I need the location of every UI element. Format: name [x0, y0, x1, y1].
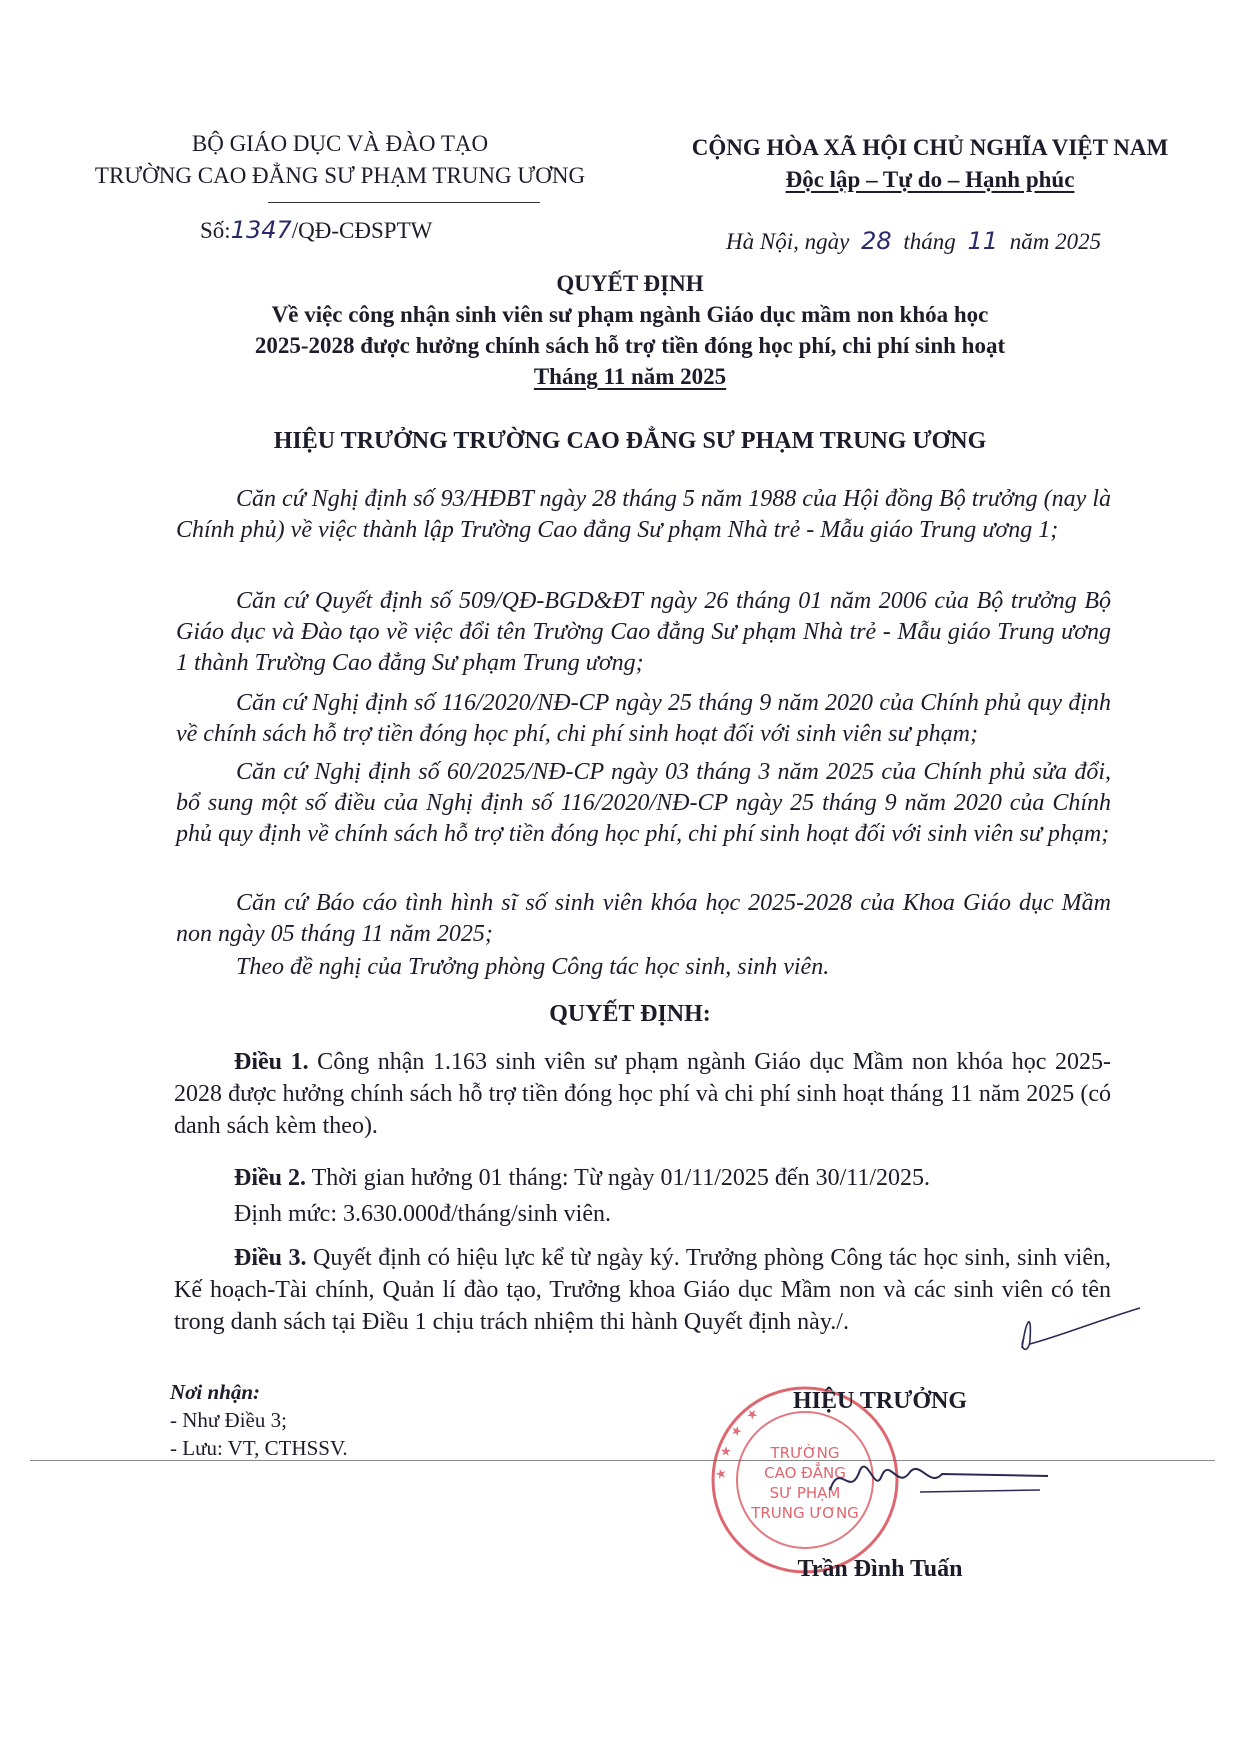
date-place: Hà Nội, ngày — [726, 229, 850, 254]
date-month-label: tháng — [903, 229, 956, 254]
article-2-label: Điều 2. — [234, 1165, 306, 1191]
legal-basis-3: Căn cứ Nghị định số 116/2020/NĐ-CP ngày 25 tháng 9 năm 2020 của Chính phủ quy định về chính sách hỗ trợ tiền đóng học phí, chi phí sinh hoạt đối với sinh viên sư phạm; — [176, 690, 1111, 747]
proposal-basis: Theo đề nghị của Trưởng phòng Công tác học sinh, sinh viên. — [236, 954, 830, 980]
initial-mark — [1010, 1300, 1150, 1360]
school-name: TRƯỜNG CAO ĐẲNG SƯ PHẠM TRUNG ƯƠNG — [94, 163, 586, 188]
svg-text:SƯ PHẠM: SƯ PHẠM — [769, 1484, 841, 1502]
header-left-underline — [268, 202, 540, 203]
legal-basis-2: Căn cứ Quyết định số 509/QĐ-BGD&ĐT ngày 26 tháng 01 năm 2006 của Bộ trưởng Bộ Giáo dục và Đào tạo về việc đổi tên Trường Cao đẳng Sư phạm Nhà trẻ - Mẫu giáo Trung ương 1 thành Trường Cao đẳng Sư phạm Trung ương; — [176, 588, 1111, 676]
subject-line-3: Tháng 11 năm 2025 — [533, 364, 727, 389]
date-day-handwritten: 28 — [861, 227, 892, 255]
subject-line-2: 2025-2028 được hưởng chính sách hỗ trợ tiền đóng học phí, chi phí sinh hoạt — [254, 333, 1006, 358]
legal-basis-5: Căn cứ Báo cáo tình hình sĩ số sinh viên khóa học 2025-2028 của Khoa Giáo dục Mầm non ngày 05 tháng 11 năm 2025; — [176, 890, 1111, 947]
legal-basis-4: Căn cứ Nghị định số 60/2025/NĐ-CP ngày 03 tháng 3 năm 2025 của Chính phủ sửa đổi, bổ sung một số điều của Nghị định số 116/2020/NĐ-CP ngày 25 tháng 9 năm 2020 của Chính phủ quy định về chính sách hỗ trợ tiền đóng học phí, chi phí sinh hoạt đối với sinh viên sư phạm; — [176, 759, 1111, 847]
decision-heading: QUYẾT ĐỊNH: — [549, 1001, 711, 1027]
article-3-label: Điều 3. — [234, 1245, 307, 1271]
doc-number-suffix: /QĐ-CĐSPTW — [291, 218, 433, 243]
country-name: CỘNG HÒA XÃ HỘI CHỦ NGHĨA VIỆT NAM — [691, 135, 1169, 160]
article-2 — [174, 1162, 1111, 1194]
issuing-authority: HIỆU TRƯỞNG TRƯỜNG CAO ĐẲNG SƯ PHẠM TRUNG ƯƠNG — [273, 428, 987, 454]
recipient-item-2: - Lưu: VT, CTHSSV. — [170, 1436, 348, 1460]
article-2-allowance — [174, 1198, 1111, 1230]
article-2-text: Thời gian hưởng 01 tháng: Từ ngày 01/11/2025 đến 30/11/2025. — [306, 1165, 931, 1191]
recipients-heading: Nơi nhận: — [170, 1380, 261, 1404]
signer-name: Trần Đình Tuấn — [797, 1556, 963, 1582]
article-1-text: Công nhận 1.163 sinh viên sư phạm ngành Giáo dục Mầm non khóa học 2025-2028 được hưởng chính sách hỗ trợ tiền đóng học phí và chi phí sinh hoạt tháng 11 năm 2025 (có danh sách kèm theo). — [174, 1049, 1111, 1139]
allowance-text: Định mức: 3.630.000đ/tháng/sinh viên. — [234, 1201, 611, 1227]
recipient-item-1: - Như Điều 3; — [170, 1408, 287, 1432]
svg-text:CAO ĐẲNG: CAO ĐẲNG — [764, 1464, 846, 1482]
article-3 — [174, 1242, 1111, 1338]
svg-text:TRUNG ƯƠNG: TRUNG ƯƠNG — [751, 1504, 859, 1522]
document-number — [200, 214, 432, 247]
header-left — [60, 128, 620, 192]
subject-line-1: Về việc công nhận sinh viên sư phạm ngành Giáo dục mầm non khóa học — [271, 302, 989, 327]
article-1-label: Điều 1. — [234, 1049, 309, 1075]
article-1 — [174, 1046, 1111, 1142]
article-3-text: Quyết định có hiệu lực kể từ ngày ký. Trưởng phòng Công tác học sinh, sinh viên, Kế hoạch-Tài chính, Quản lí đào tạo, Trưởng khoa Giáo dục Mầm non và các sinh viên có tên trong danh sách tại Điều 1 chịu trách nhiệm thi hành Quyết định này./. — [174, 1245, 1112, 1335]
date-line — [726, 225, 1101, 258]
recipients — [170, 1378, 348, 1462]
signature-scribble — [820, 1450, 1060, 1510]
svg-text:TRƯỜNG: TRƯỜNG — [770, 1444, 840, 1462]
date-year: năm 2025 — [1009, 229, 1102, 254]
svg-text:★ ★ ★ ★: ★ ★ ★ ★ — [713, 1403, 765, 1481]
doc-number-handwritten: 1347 — [230, 216, 292, 244]
ministry-name: BỘ GIÁO DỤC VÀ ĐÀO TẠO — [191, 131, 489, 156]
title-block — [150, 268, 1110, 392]
doc-number-prefix: Số: — [200, 218, 231, 243]
national-motto: Độc lập – Tự do – Hạnh phúc — [785, 167, 1075, 192]
header-right — [650, 132, 1210, 196]
date-month-handwritten: 11 — [967, 227, 999, 255]
legal-basis-1: Căn cứ Nghị định số 93/HĐBT ngày 28 tháng 5 năm 1988 của Hội đồng Bộ trưởng (nay là Chính phủ) về việc thành lập Trường Cao đẳng Sư phạm Nhà trẻ - Mẫu giáo Trung ương 1; — [176, 486, 1111, 543]
document-heading: QUYẾT ĐỊNH — [556, 271, 704, 296]
signer-title: HIỆU TRƯỞNG — [792, 1388, 968, 1414]
